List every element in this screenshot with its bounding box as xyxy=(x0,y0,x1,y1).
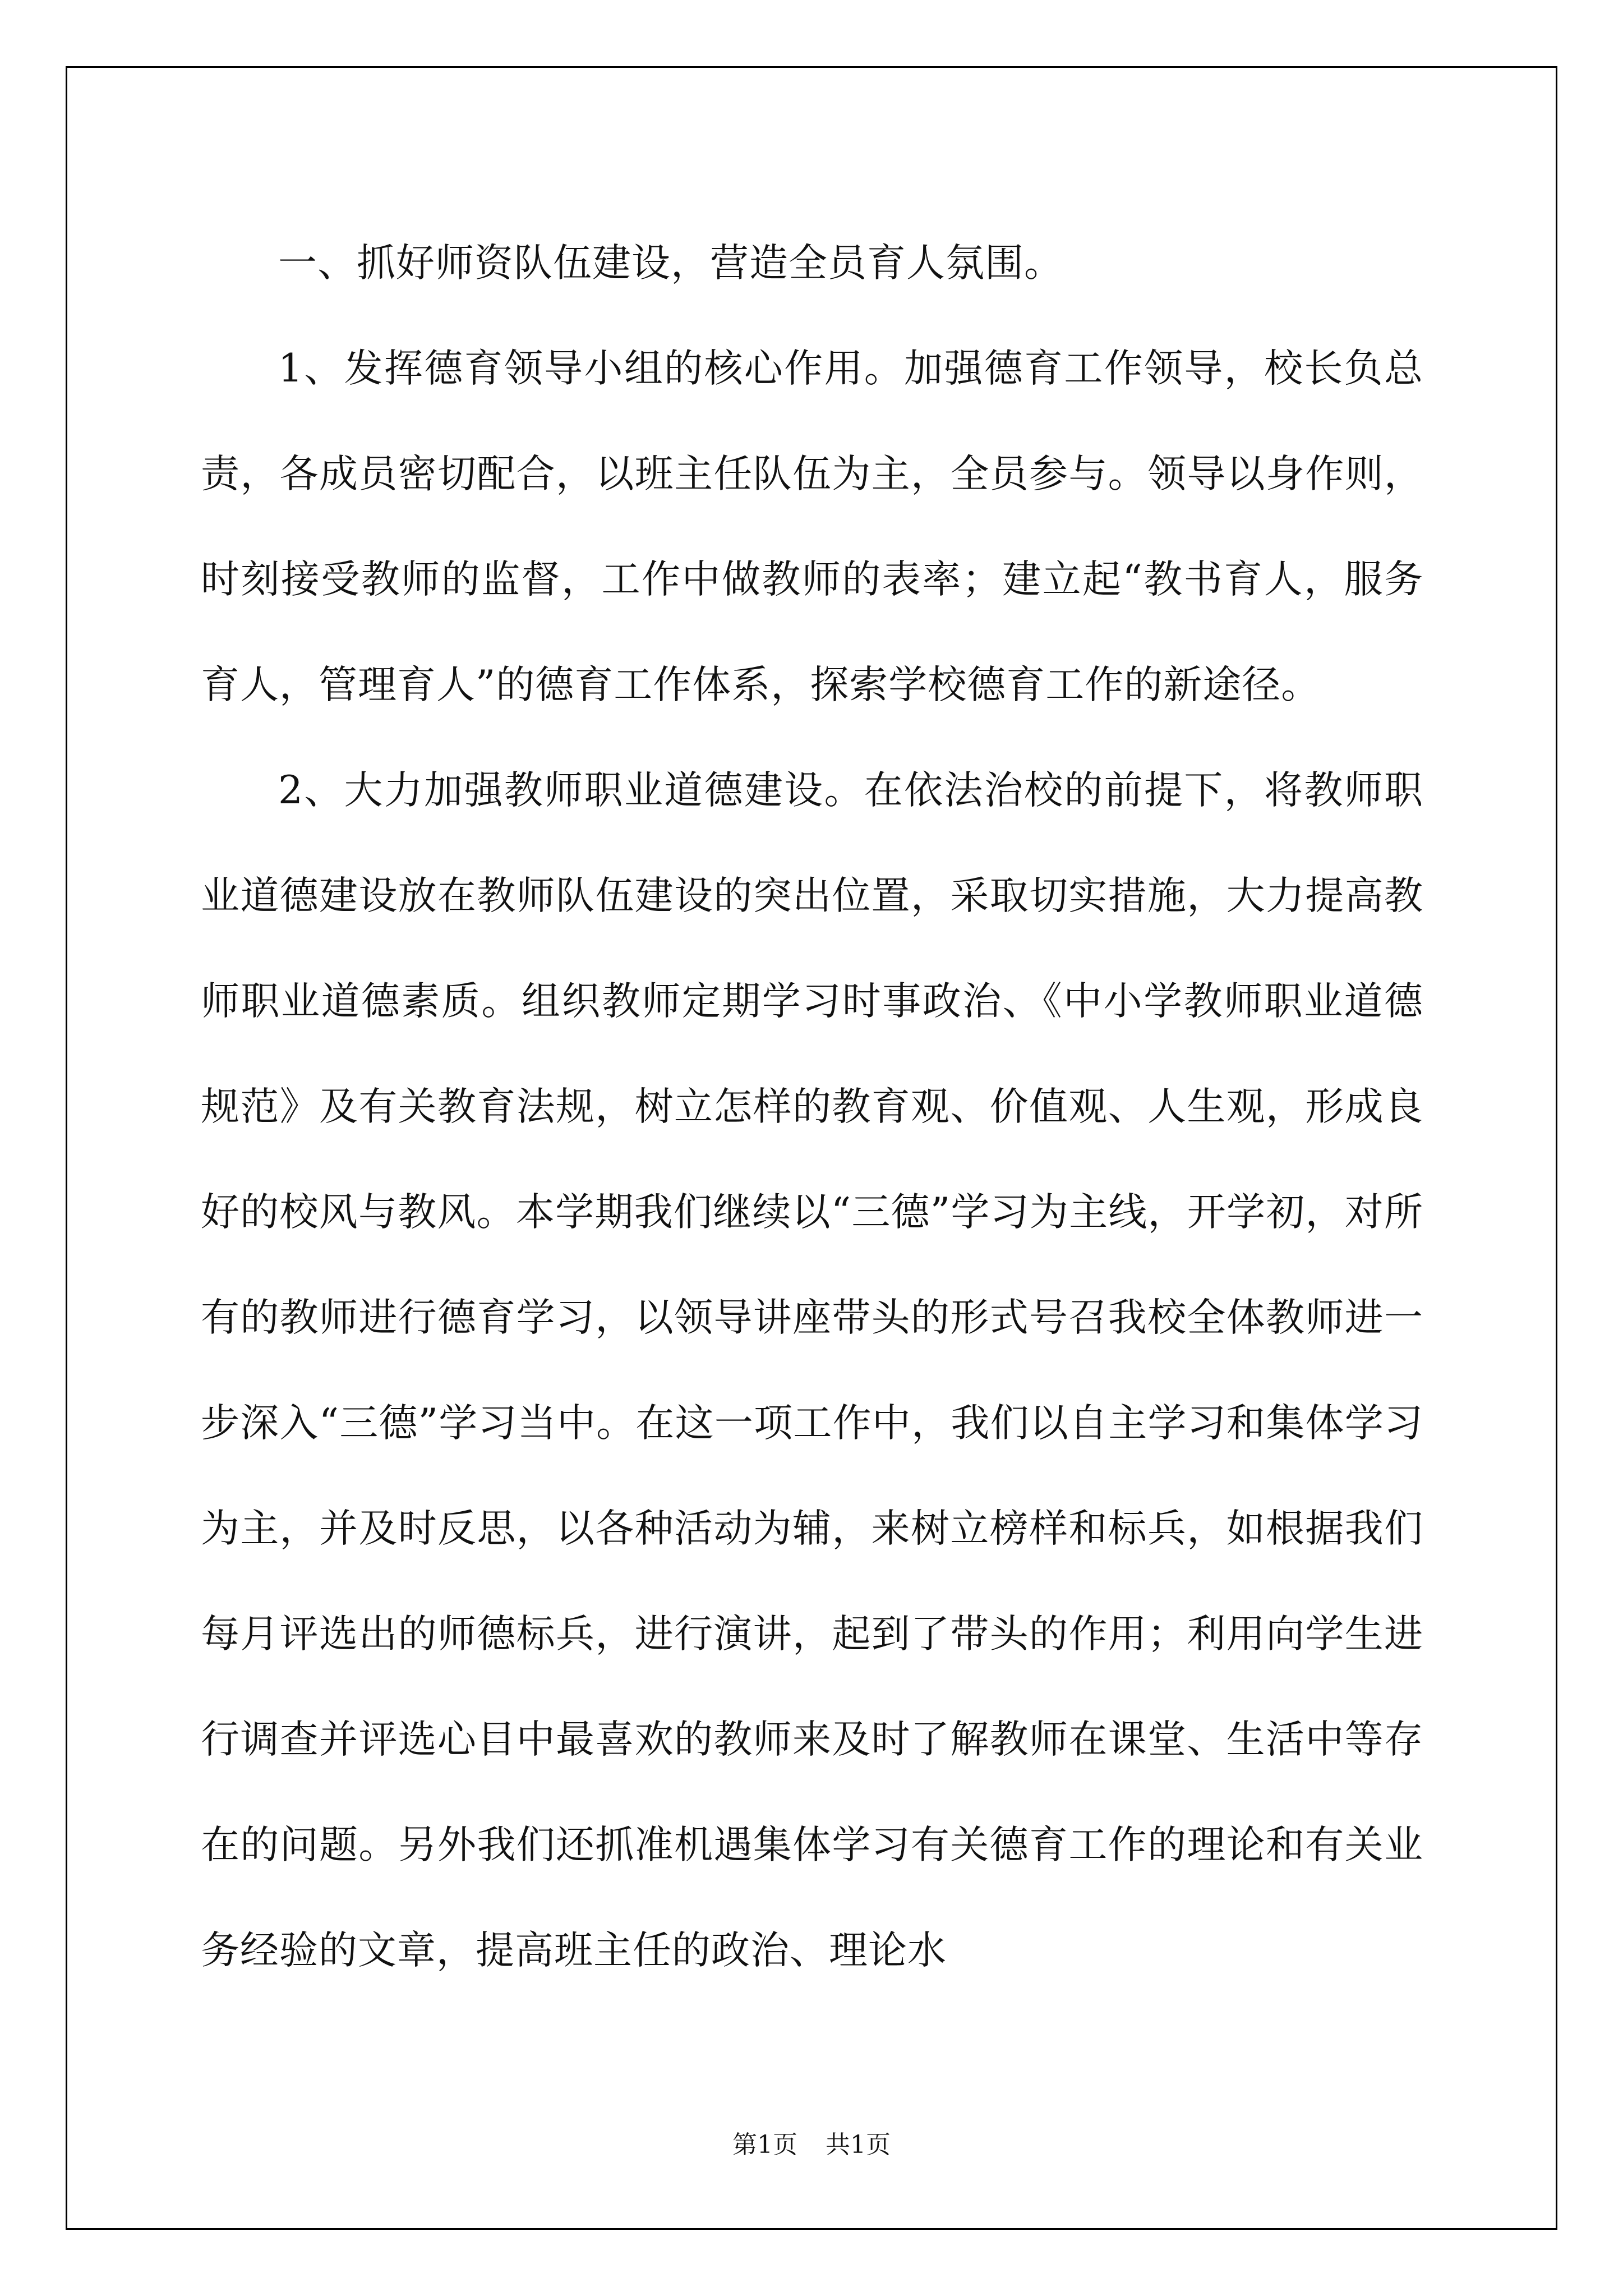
page-footer xyxy=(0,2128,1623,2162)
page-number-total: 共1页 xyxy=(826,2131,891,2159)
paragraph-2: 2、大力加强教师职业道德建设。在依法治校的前提下，将教师职业道德建设放在教师队伍建设的突出位置，采取切实措施，大力提高教师职业道德素质。组织教师定期学习时事政治、《中小学教师职业道德规范》及有关教育法规，树立怎样的教育观、价值观、人生观，形成良好的校风与教风。本学期我们继续以“三德”学习为主线，开学初，对所有的教师进行德育学习，以领导讲座带头的形式号召我校全体教师进一步深入“三德”学习当中。在这一项工作中，我们以自主学习和集体学习为主，并及时反思，以各种活动为辅，来树立榜样和标兵，如根据我们每月评选出的师德标兵，进行演讲，起到了带头的作用；利用向学生进行调查并评选心目中最喜欢的教师来及时了解教师在课堂、生活中等存在的问题。另外我们还抓准机遇集体学习有关德育工作的理论和有关业务经验的文章，提高班主任的政治、理论水 xyxy=(201,768,1423,1973)
document-body xyxy=(201,210,1423,2003)
paragraph-heading: 一、抓好师资队伍建设，营造全员育人氛围。 xyxy=(278,241,1063,286)
page-number-current: 第1页 xyxy=(732,2131,797,2159)
paragraph-1: 1、发挥德育领导小组的核心作用。加强德育工作领导，校长负总责，各成员密切配合，以班主任队伍为主，全员参与。领导以身作则，时刻接受教师的监督，工作中做教师的表率；建立起“教书育人，服务育人，管理育人”的德育工作体系，探索学校德育工作的新途径。 xyxy=(201,346,1423,707)
